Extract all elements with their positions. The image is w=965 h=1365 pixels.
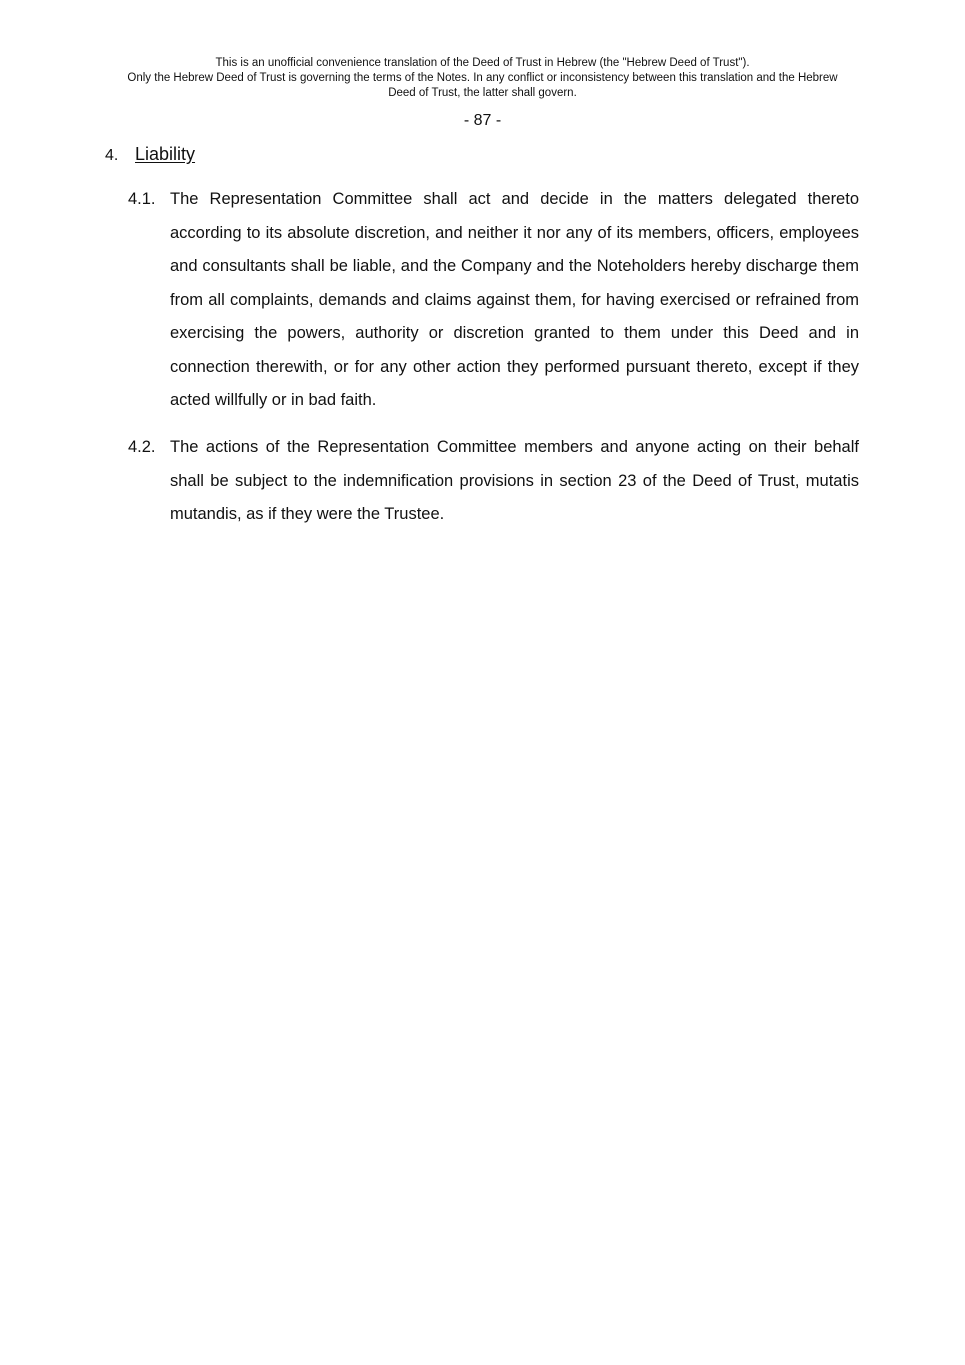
section-title: Liability — [135, 144, 196, 164]
disclaimer-line: Deed of Trust, the latter shall govern. — [388, 87, 577, 99]
clause-4-2 — [128, 431, 859, 532]
clause-4-1 — [128, 183, 859, 418]
translation-disclaimer — [90, 56, 875, 101]
clause-number: 4.2. — [128, 438, 156, 456]
section-heading — [105, 143, 195, 167]
clause-number: 4.1. — [128, 190, 156, 208]
disclaimer-line: Only the Hebrew Deed of Trust is governing the terms of the Notes. In any conflict or inconsistency between this translation and the Hebrew — [127, 72, 838, 84]
disclaimer-line: This is an unofficial convenience translation of the Deed of Trust in Hebrew (the "Hebrew Deed of Trust"). — [215, 57, 750, 69]
clause-text: The Representation Committee shall act and decide in the matters delegated thereto according to its absolute discretion, and neither it nor any of its members, officers, employees and consultants shall be liable, and the Company and the Noteholders hereby discharge them from all complaints, demands and claims against them, for having exercised or refrained from exercising the powers, authority or discretion granted to them under this Deed and in connection therewith, or for any other action they performed pursuant thereto, except if they acted willfully or in bad faith. — [170, 190, 859, 409]
clause-text: The actions of the Representation Committee members and anyone acting on their behalf shall be subject to the indemnification provisions in section 23 of the Deed of Trust, mutatis mutandis, as if they were the Trustee. — [170, 438, 859, 523]
section-number: 4. — [105, 147, 119, 164]
page-number: - 87 - — [463, 112, 502, 129]
